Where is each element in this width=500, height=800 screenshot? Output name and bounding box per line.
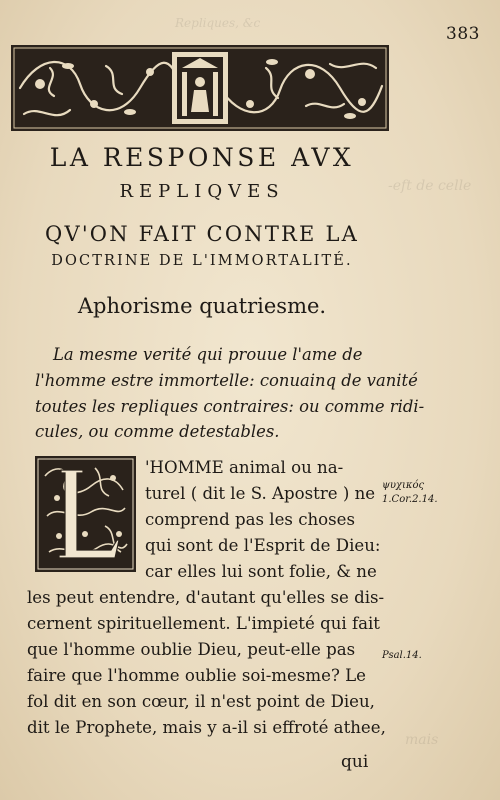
body-line: que l'homme oublie Dieu, peut-elle pas bbox=[27, 640, 356, 659]
body-line: cernent spirituellement. L'impieté qui fait bbox=[27, 614, 380, 633]
margin-note-greek: ψυχικός bbox=[382, 480, 425, 491]
body-line: comprend pas les choses bbox=[145, 510, 356, 529]
margin-note-reference: 1.Cor.2.14. bbox=[382, 494, 438, 505]
catchword: qui bbox=[341, 752, 369, 772]
decorative-headpiece bbox=[10, 44, 390, 132]
body-line: faire que l'homme oublie soi-mesme? Le bbox=[27, 666, 366, 685]
summary-line: toutes les repliques contraires: ou comme ridi- bbox=[35, 397, 425, 416]
body-line: fol dit en son cœur, il n'est point de Dieu, bbox=[27, 692, 375, 711]
bleed-through-text: mais bbox=[405, 732, 439, 748]
title-line-1: LA RESPONSE AVX bbox=[49, 143, 355, 172]
decorated-initial-l bbox=[35, 456, 136, 572]
body-line: les peut entendre, d'autant qu'elles se dis- bbox=[27, 588, 385, 607]
section-heading: Aphorisme quatriesme. bbox=[77, 294, 327, 318]
summary-line: l'homme estre immortelle: conuainq de vanité bbox=[35, 371, 418, 390]
title-line-4: DOCTRINE DE L'IMMORTALITÉ. bbox=[51, 253, 353, 269]
page-number: 383 bbox=[446, 24, 480, 44]
body-line: turel ( dit le S. Apostre ) ne bbox=[145, 484, 376, 503]
bleed-through-header: Repliques, &c bbox=[175, 16, 261, 30]
summary-line: cules, ou comme detestables. bbox=[35, 422, 280, 441]
title-line-3: QV'ON FAIT CONTRE LA bbox=[45, 222, 359, 246]
body-line: car elles lui sont folie, & ne bbox=[145, 562, 377, 581]
title-line-2: REPLIQVES bbox=[119, 181, 285, 202]
bleed-through-text: -eft de celle bbox=[388, 178, 472, 194]
summary-line: La mesme verité qui prouue l'ame de bbox=[53, 345, 363, 364]
margin-note-reference: Psal.14. bbox=[382, 650, 422, 661]
body-line: 'HOMME animal ou na- bbox=[145, 458, 344, 477]
body-line: qui sont de l'Esprit de Dieu: bbox=[145, 536, 381, 555]
body-line: dit le Prophete, mais y a-il si effroté athee, bbox=[27, 718, 386, 737]
